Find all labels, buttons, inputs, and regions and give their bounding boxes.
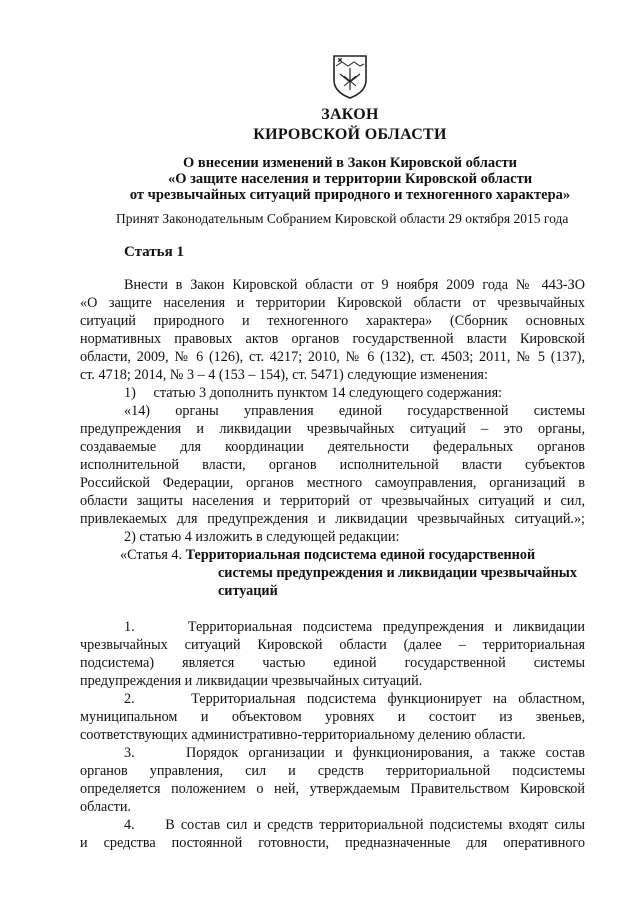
article4-title-line-2: системы предупреждения и ликвидации чрезвычайных xyxy=(218,565,577,581)
paragraph-line: предупреждения и ликвидации чрезвычайных ситуаций. xyxy=(80,673,423,689)
law-subtitle-line-3: от чрезвычайных ситуаций природного и техногенного характера» xyxy=(129,187,571,203)
article4-title-line-3: ситуаций xyxy=(218,583,278,599)
paragraph-line: привлекаемых для предупреждения и ликвидации чрезвычайных ситуаций.»; xyxy=(80,511,585,527)
paragraph-line: ст. 4718; 2014, № 3 – 4 (153 – 154), ст. 5471) следующие изменения: xyxy=(80,367,488,383)
paragraph-line: Внести в Закон Кировской области от 9 ноября 2009 года № 443-ЗО xyxy=(124,277,585,293)
paragraph-line: и средства постоянной готовности, предназначенные для оперативного xyxy=(80,835,585,851)
law-title: ЗАКОН xyxy=(321,106,379,123)
law-subtitle-line-1: О внесении изменений в Закон Кировской области xyxy=(182,155,518,171)
coat-of-arms-emblem xyxy=(330,52,370,100)
article4-title-line-1: Территориальная подсистема единой государственной xyxy=(185,547,536,563)
article4-heading xyxy=(120,546,590,564)
paragraph-line: муниципальном и объектовом уровнях и состоит из звеньев, xyxy=(80,709,585,725)
paragraph-line: «О защите населения и территории Кировской области от чрезвычайных xyxy=(80,295,585,311)
paragraph-line: создаваемые для координации деятельности федеральных органов xyxy=(80,439,585,455)
paragraph-line: 3. Порядок организации и функционирования, а также состав xyxy=(124,745,585,761)
paragraph-line: области защиты населения и территорий от чрезвычайных ситуаций и сил, xyxy=(80,493,585,509)
paragraph-line: ситуаций природного и техногенного характера» (Сборник основных xyxy=(80,313,585,329)
paragraph-line: нормативных правовых актов органов государственной власти Кировской xyxy=(80,331,585,347)
paragraph-line: 4. В состав сил и средств территориальной подсистемы входят силы xyxy=(124,817,585,833)
paragraph-line: 2. Территориальная подсистема функционирует на областном, xyxy=(124,691,585,707)
article4-prefix: «Статья 4. xyxy=(120,547,186,563)
paragraph-line: органов управления, сил и средств территориальной подсистемы xyxy=(80,763,585,779)
paragraph-line: «14) органы управления единой государственной системы xyxy=(124,403,585,419)
list-item-2: 2) статью 4 изложить в следующей редакции: xyxy=(124,529,400,545)
paragraph-line: 1. Территориальная подсистема предупреждения и ликвидации xyxy=(124,619,585,635)
law-subtitle-line-2: «О защите населения и территории Кировской области xyxy=(167,171,533,187)
paragraph-line: чрезвычайных ситуаций Кировской области (далее – территориальная xyxy=(80,637,585,653)
adoption-note: Принят Законодательным Собранием Кировской области 29 октября 2015 года xyxy=(116,211,569,226)
law-region-title: КИРОВСКОЙ ОБЛАСТИ xyxy=(253,126,447,143)
paragraph-line: области. xyxy=(80,799,131,815)
paragraph-line: предупреждения и ликвидации чрезвычайных ситуаций – это органы, xyxy=(80,421,585,437)
paragraph-line: соответствующих административно-территориальному делению области. xyxy=(80,727,526,743)
paragraph-line: Российской Федерации, органов местного самоуправления, организаций в xyxy=(80,475,585,491)
paragraph-line: определяется положением о ней, утверждаемым Правительством Кировской xyxy=(80,781,585,797)
article-heading: Статья 1 xyxy=(124,244,184,260)
paragraph-line: области, 2009, № 6 (126), ст. 4217; 2010, № 6 (132), ст. 4503; 2011, № 5 (137), xyxy=(80,349,585,365)
paragraph-line: исполнительной власти, органов исполнительной власти субъектов xyxy=(80,457,585,473)
list-item-1: 1) статью 3 дополнить пунктом 14 следующего содержания: xyxy=(124,385,503,401)
paragraph-line: подсистема) является частью единой государственной системы xyxy=(80,655,585,671)
